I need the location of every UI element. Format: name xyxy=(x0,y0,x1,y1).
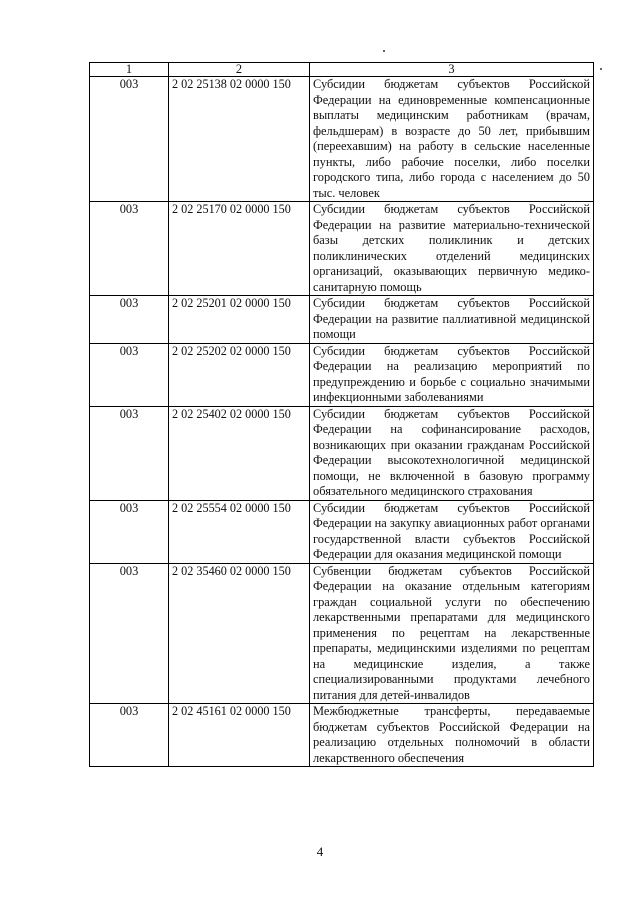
admin-code-cell: 003 xyxy=(90,202,169,296)
table-row xyxy=(90,563,594,704)
admin-code-cell: 003 xyxy=(90,406,169,500)
budget-code-cell: 2 02 35460 02 0000 150 xyxy=(169,563,310,704)
description-cell: Субсидии бюджетам субъектов Российской Федерации на реализацию мероприятий по предупреждению и борьбе с социально значимыми инфекционными заболеваниями xyxy=(310,343,594,406)
budget-code-cell: 2 02 25138 02 0000 150 xyxy=(169,77,310,202)
table-row xyxy=(90,406,594,500)
admin-code-cell: 003 xyxy=(90,343,169,406)
admin-code-cell: 003 xyxy=(90,296,169,344)
scan-speck xyxy=(383,50,385,52)
description-cell: Субсидии бюджетам субъектов Российской Федерации на единовременные компенсационные выплаты медицинским работникам (врачам, фельдшерам) в возрасте до 50 лет, прибывшим (переехавшим) на работу в сельские населенные пункты, либо рабочие поселки, либо поселки городского типа, либо города с населением до 50 тыс. человек xyxy=(310,77,594,202)
scan-speck xyxy=(600,68,602,70)
table-row xyxy=(90,500,594,563)
table-header-row xyxy=(90,63,594,77)
budget-code-cell: 2 02 25201 02 0000 150 xyxy=(169,296,310,344)
budget-code-cell: 2 02 25554 02 0000 150 xyxy=(169,500,310,563)
description-cell: Субсидии бюджетам субъектов Российской Федерации на развитие материально-технической базы детских поликлиник и детских поликлинических отделений медицинских организаций, оказывающих первичную медико-санитарную помощь xyxy=(310,202,594,296)
column-header-3: 3 xyxy=(310,63,594,77)
table-row xyxy=(90,704,594,767)
table-row xyxy=(90,77,594,202)
budget-code-cell: 2 02 25202 02 0000 150 xyxy=(169,343,310,406)
table-row xyxy=(90,343,594,406)
budget-code-cell: 2 02 45161 02 0000 150 xyxy=(169,704,310,767)
description-cell: Субсидии бюджетам субъектов Российской Федерации на софинансирование расходов, возникающих при оказании гражданам Российской Федерации высокотехнологичной медицинской помощи, не включенной в базовую программу обязательного медицинского страхования xyxy=(310,406,594,500)
description-cell: Субсидии бюджетам субъектов Российской Федерации на закупку авиационных работ органами государственной власти субъектов Российской Федерации для оказания медицинской помощи xyxy=(310,500,594,563)
admin-code-cell: 003 xyxy=(90,500,169,563)
admin-code-cell: 003 xyxy=(90,77,169,202)
column-header-2: 2 xyxy=(169,63,310,77)
description-cell: Субвенции бюджетам субъектов Российской Федерации на оказание отдельным категориям граждан социальной услуги по обеспечению лекарственными препаратами для медицинского применения по рецептам на лекарственные препараты, медицинскими изделиями по рецептам на медицинские изделия, а также специализированными продуктами лечебного питания для детей-инвалидов xyxy=(310,563,594,704)
column-header-1: 1 xyxy=(90,63,169,77)
admin-code-cell: 003 xyxy=(90,704,169,767)
admin-code-cell: 003 xyxy=(90,563,169,704)
page-number: 4 xyxy=(316,844,324,859)
budget-classification-table xyxy=(89,62,594,767)
description-cell: Субсидии бюджетам субъектов Российской Федерации на развитие паллиативной медицинской помощи xyxy=(310,296,594,344)
table-row xyxy=(90,296,594,344)
budget-code-cell: 2 02 25170 02 0000 150 xyxy=(169,202,310,296)
description-cell: Межбюджетные трансферты, передаваемые бюджетам субъектов Российской Федерации на реализацию отдельных полномочий в области лекарственного обеспечения xyxy=(310,704,594,767)
table-row xyxy=(90,202,594,296)
budget-code-cell: 2 02 25402 02 0000 150 xyxy=(169,406,310,500)
